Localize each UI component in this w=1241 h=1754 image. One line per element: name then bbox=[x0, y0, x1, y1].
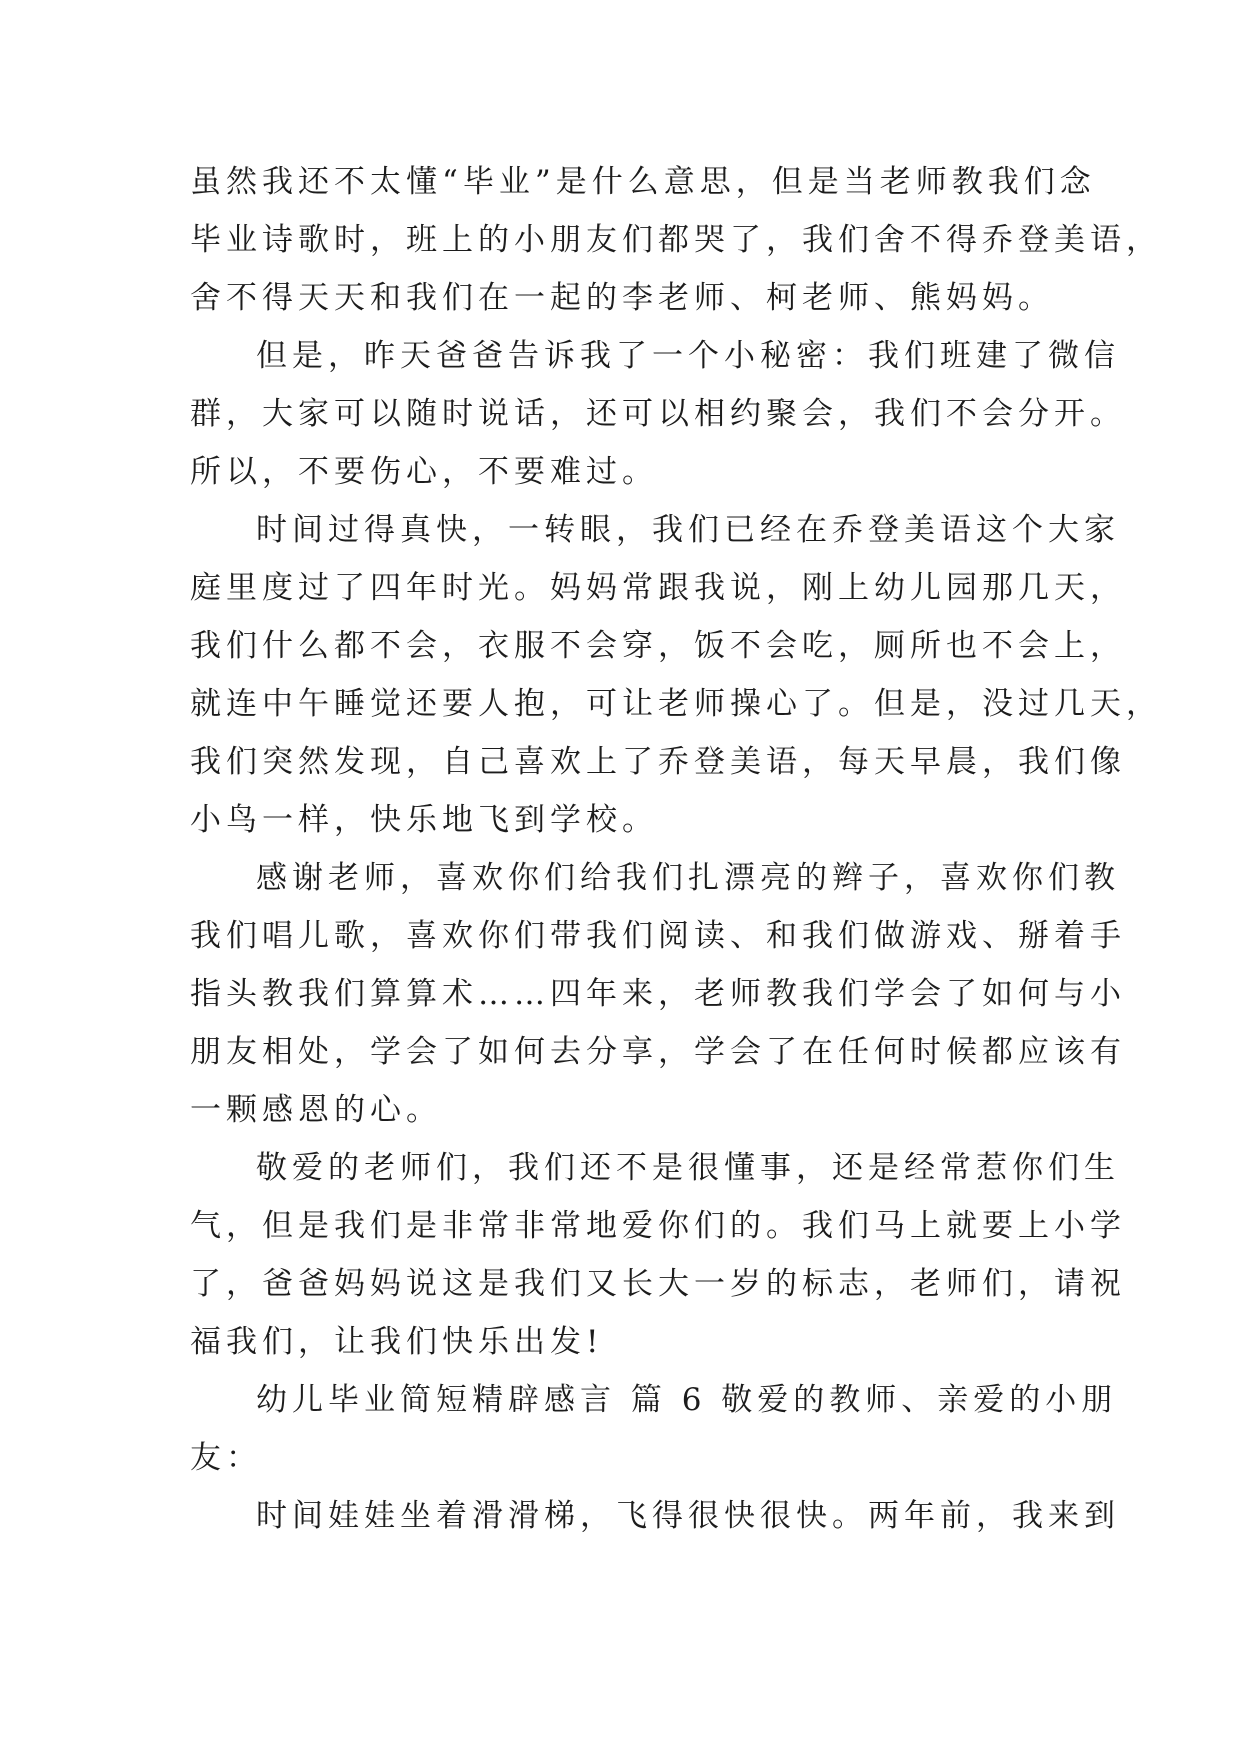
text-line: 友： bbox=[190, 1440, 262, 1476]
paragraph-first-line: 时间娃娃坐着滑滑梯，飞得很快很快。两年前，我来到 bbox=[256, 1498, 1120, 1534]
text-line: 我们突然发现，自己喜欢上了乔登美语，每天早晨，我们像 bbox=[190, 744, 1126, 780]
text-line: 了，爸爸妈妈说这是我们又长大一岁的标志，老师们，请祝 bbox=[190, 1266, 1126, 1302]
text-line: 朋友相处，学会了如何去分享，学会了在任何时候都应该有 bbox=[190, 1034, 1126, 1070]
paragraph-first-line: 但是，昨天爸爸告诉我了一个小秘密：我们班建了微信 bbox=[256, 338, 1120, 374]
text-line: 毕业诗歌时，班上的小朋友们都哭了，我们舍不得乔登美语， bbox=[190, 222, 1162, 258]
paragraph-first-line: 时间过得真快，一转眼，我们已经在乔登美语这个大家 bbox=[256, 512, 1120, 548]
text-line: 福我们，让我们快乐出发! bbox=[190, 1324, 604, 1360]
text-line: 一颗感恩的心。 bbox=[190, 1092, 442, 1128]
paragraph-first-line: 感谢老师，喜欢你们给我们扎漂亮的辫子，喜欢你们教 bbox=[256, 860, 1120, 896]
text-line: 我们什么都不会，衣服不会穿，饭不会吃，厕所也不会上， bbox=[190, 628, 1126, 664]
body-text bbox=[190, 153, 1162, 1545]
text-line: 指头教我们算算术……四年来，老师教我们学会了如何与小 bbox=[190, 976, 1126, 1012]
text-line: 庭里度过了四年时光。妈妈常跟我说，刚上幼儿园那几天， bbox=[190, 570, 1126, 606]
text-line: 群，大家可以随时说话，还可以相约聚会，我们不会分开。 bbox=[190, 396, 1126, 432]
text-line: 气，但是我们是非常非常地爱你们的。我们马上就要上小学 bbox=[190, 1208, 1126, 1244]
paragraph-first-line: 敬爱的老师们，我们还不是很懂事，还是经常惹你们生 bbox=[256, 1150, 1120, 1186]
text-line: 虽然我还不太懂“毕业”是什么意思，但是当老师教我们念 bbox=[190, 164, 1096, 200]
text-line: 我们唱儿歌，喜欢你们带我们阅读、和我们做游戏、掰着手 bbox=[190, 918, 1126, 954]
text-line: 小鸟一样，快乐地飞到学校。 bbox=[190, 802, 658, 838]
text-line: 所以，不要伤心，不要难过。 bbox=[190, 454, 658, 490]
text-line: 舍不得天天和我们在一起的李老师、柯老师、熊妈妈。 bbox=[190, 280, 1054, 316]
text-line: 就连中午睡觉还要人抱，可让老师操心了。但是，没过几天， bbox=[190, 686, 1162, 722]
paragraph-first-line: 幼儿毕业简短精辟感言 篇 6 敬爱的教师、亲爱的小朋 bbox=[256, 1382, 1118, 1418]
